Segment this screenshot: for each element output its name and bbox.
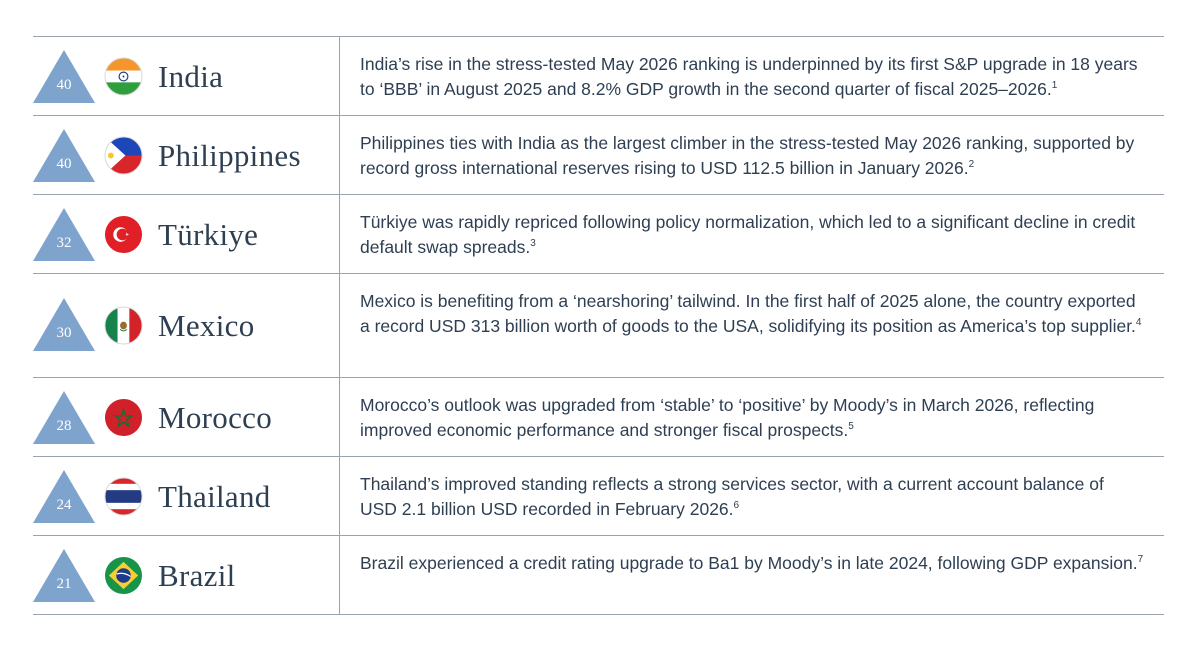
table-row: [33, 195, 1164, 274]
country-ranking-table: [33, 36, 1164, 615]
country-cell: [33, 116, 340, 194]
rank-number: 21: [56, 576, 72, 592]
rank-number: 28: [56, 418, 72, 434]
table-row: [33, 378, 1164, 457]
country-cell: [33, 37, 340, 115]
description-text: Thailand’s improved standing reflects a strong services sector, with a current account balance of USD 2.1 billion USD recorded in February 2026.: [360, 474, 1104, 519]
country-name: Philippines: [158, 138, 301, 173]
rank-number: 40: [56, 77, 72, 93]
footnote-marker: 7: [1137, 554, 1144, 565]
rank-number: 30: [56, 325, 72, 341]
description-text: India’s rise in the stress-tested May 2026 ranking is underpinned by its first S&P upgrade in 18 years to ‘BBB’ in August 2025 and 8.2% GDP growth in the second quarter of fiscal 2025–2026.: [360, 54, 1138, 99]
brazil-flag-icon: [104, 556, 143, 595]
table-row: [33, 116, 1164, 195]
country-cell: [33, 378, 340, 456]
table-row: [33, 536, 1164, 615]
turkiye-flag-icon: [104, 215, 143, 254]
thailand-flag-icon: [104, 477, 143, 516]
description-cell: [340, 37, 1164, 115]
footnote-marker: 6: [733, 500, 740, 511]
table-row: [33, 274, 1164, 378]
mexico-flag-icon: [104, 306, 143, 345]
country-cell: [33, 195, 340, 273]
country-name: India: [158, 59, 224, 94]
footnote-marker: 3: [530, 238, 536, 249]
description-cell: [340, 378, 1164, 456]
philippines-flag-icon: [104, 136, 143, 175]
morocco-flag-icon: [104, 398, 143, 437]
description-cell: [340, 536, 1164, 614]
rank-number: 40: [56, 156, 72, 172]
country-name: Morocco: [158, 400, 273, 435]
country-name: Thailand: [158, 479, 271, 514]
country-name: Brazil: [158, 558, 236, 593]
description-cell: [340, 116, 1164, 194]
footnote-marker: 2: [968, 159, 975, 170]
table-row: [33, 457, 1164, 536]
description-text: Philippines ties with India as the largest climber in the stress-tested May 2026 ranking, supported by record gross international reserves rising to USD 112.5 billion in January 2026.: [360, 133, 1135, 178]
footnote-marker: 4: [1135, 317, 1142, 328]
rank-number: 32: [56, 235, 72, 251]
description-text: Mexico is benefiting from a ‘nearshoring’ tailwind. In the first half of 2025 alone, the country exported a record USD 313 billion worth of goods to the USA, solidifying its position as America’s top supplier.: [360, 291, 1136, 336]
country-cell: [33, 457, 340, 535]
country-cell: [33, 536, 340, 614]
footnote-marker: 1: [1051, 80, 1058, 91]
description-text: Brazil experienced a credit rating upgrade to Ba1 by Moody’s in late 2024, following GDP expansion.: [360, 553, 1138, 573]
country-cell: [33, 274, 340, 377]
description-text: Türkiye was rapidly repriced following policy normalization, which led to a significant decline in credit default swap spreads.: [360, 212, 1136, 257]
country-name: Mexico: [158, 308, 255, 343]
rank-number: 24: [56, 497, 72, 513]
country-name: Türkiye: [158, 217, 259, 252]
description-cell: [340, 457, 1164, 535]
footnote-marker: 5: [848, 421, 854, 432]
description-cell: [340, 274, 1164, 377]
description-text: Morocco’s outlook was upgraded from ‘stable’ to ‘positive’ by Moody’s in March 2026, reflecting improved economic performance and stronger fiscal prospects.: [360, 395, 1095, 440]
table-row: [33, 37, 1164, 116]
india-flag-icon: [104, 57, 143, 96]
description-cell: [340, 195, 1164, 273]
